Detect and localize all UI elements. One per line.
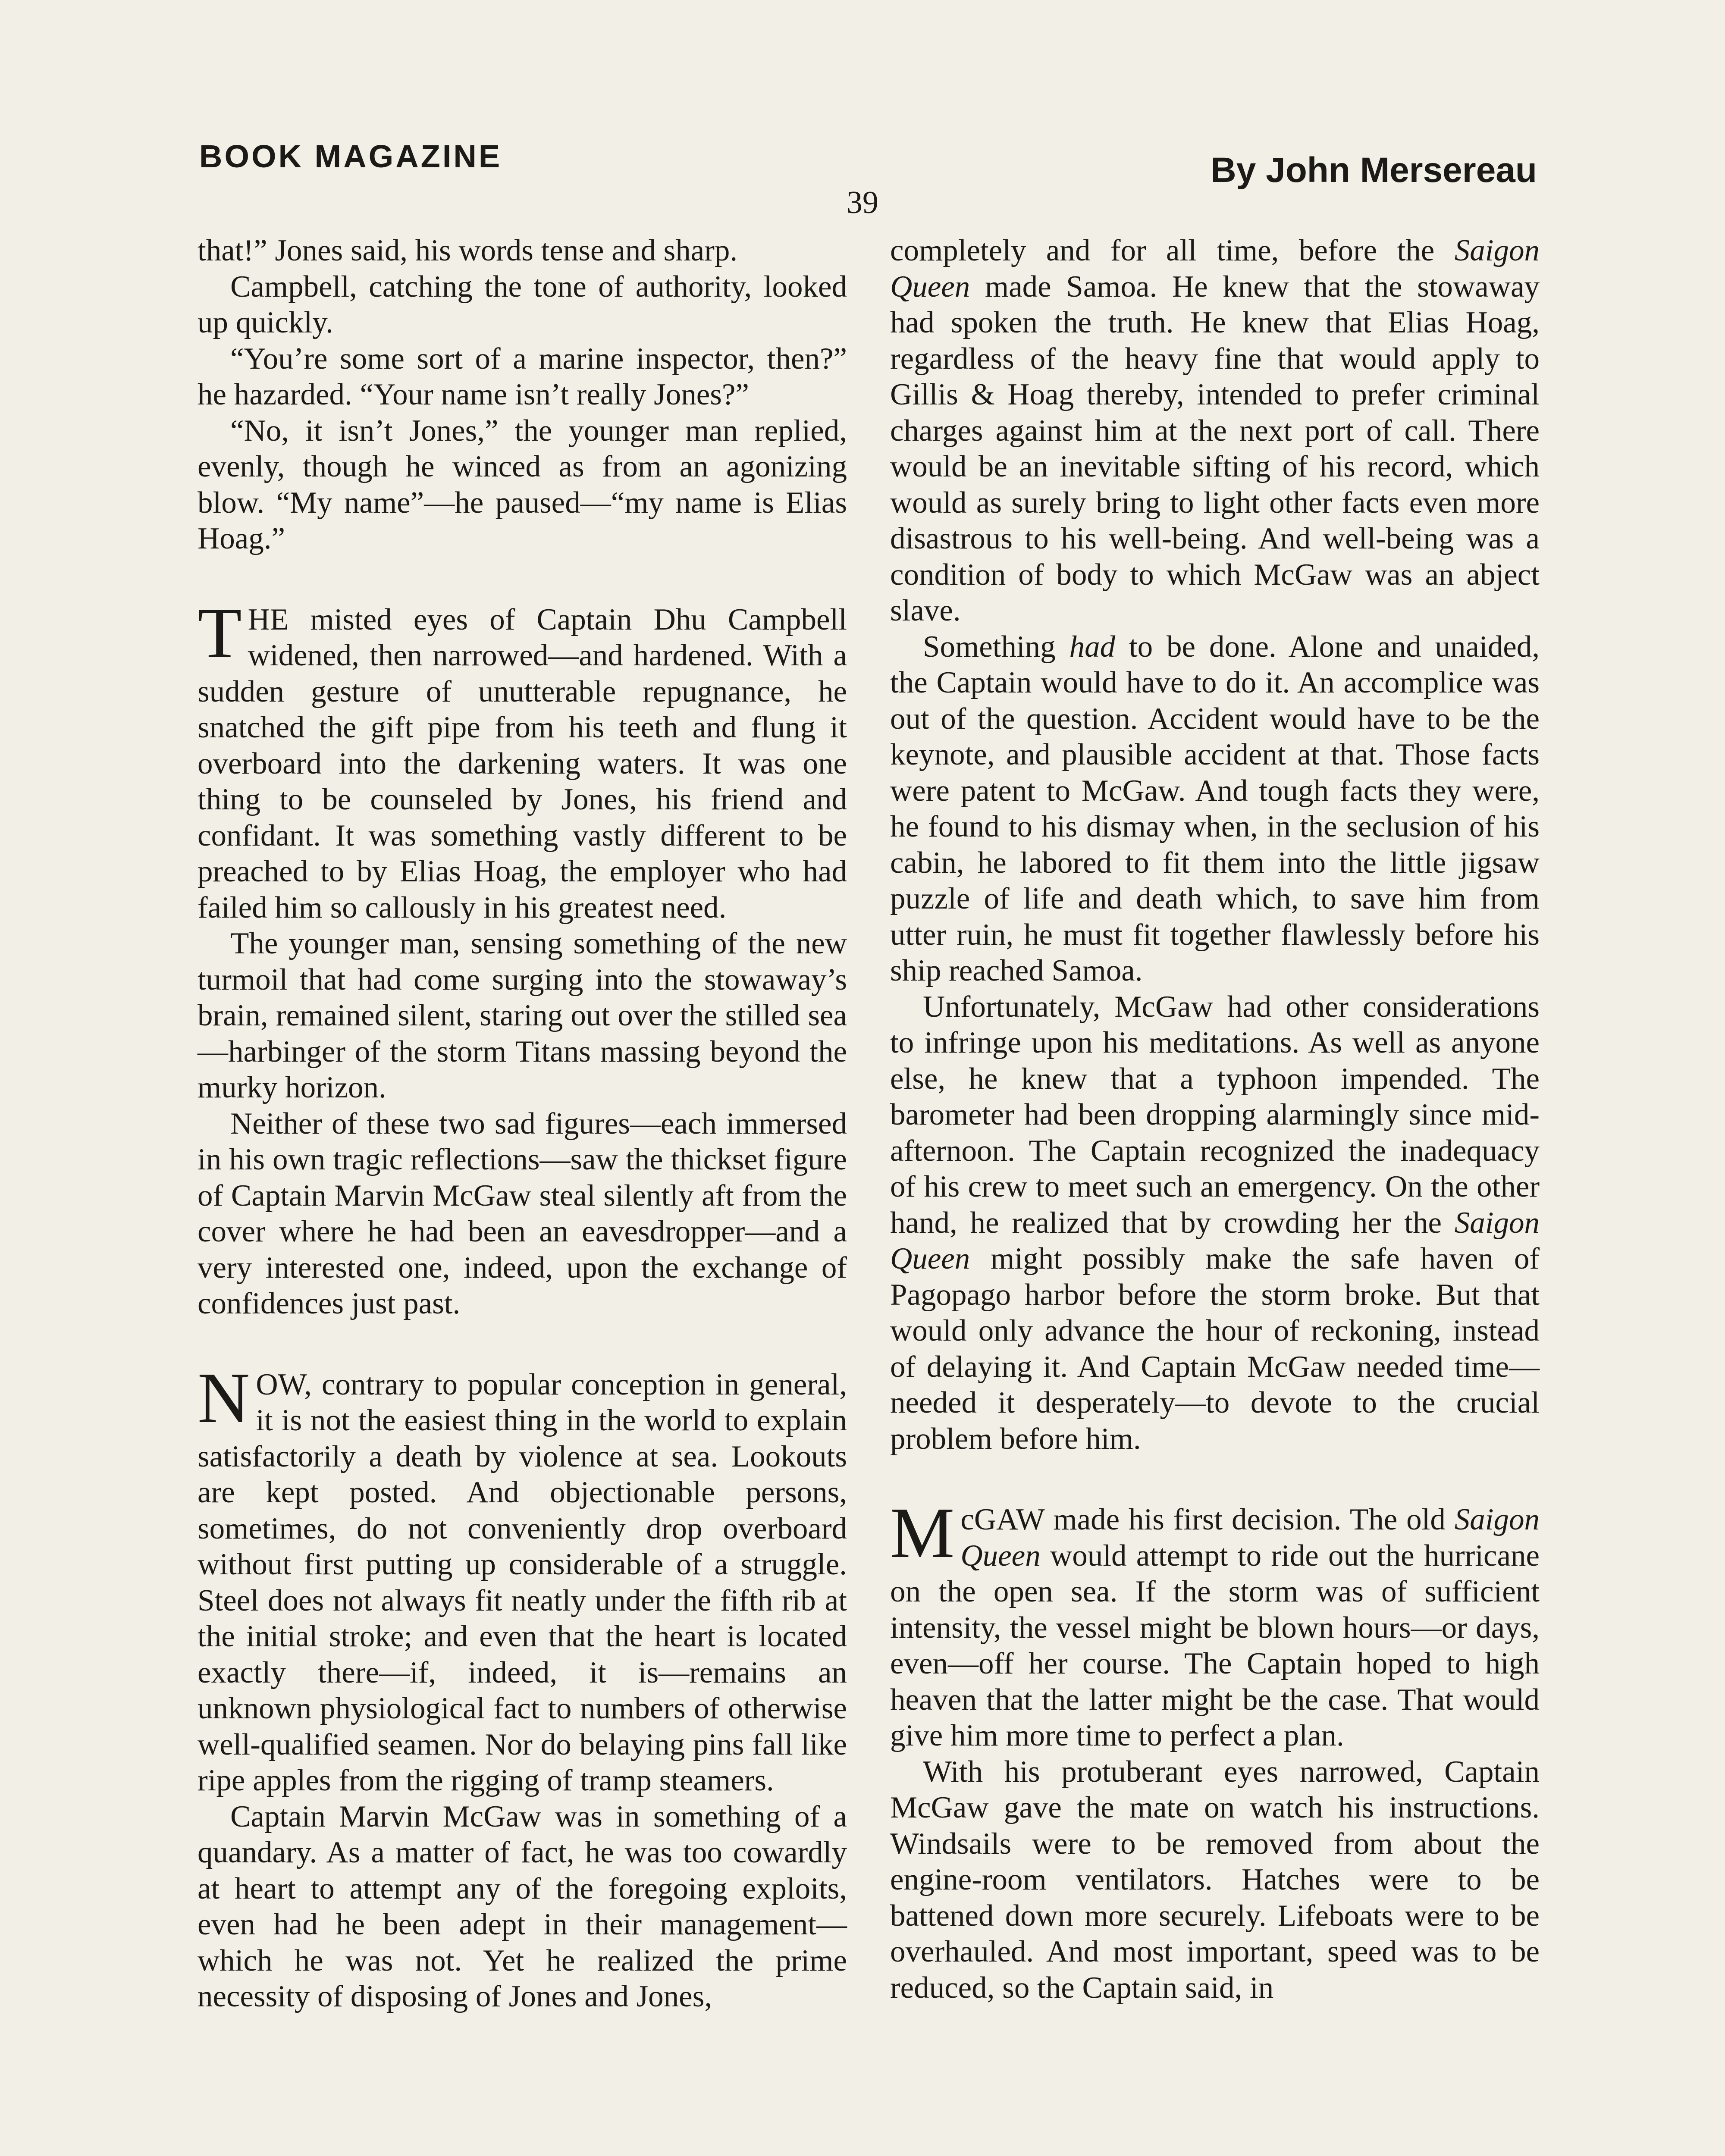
text-run: made Samoa. He knew that the stowaway had spoken the truth. He knew that Elias Hoag, regardless of the heavy fine that would apply to Gillis & Hoag thereby, intended to prefer criminal charges against him at the next port of call. There would be an inevitable sifting of his record, which would as surely bring to light other facts even more disastrous to his well-being. And well-being was a condition of body to which McGaw was an abject slave. [890,270,1540,627]
right-column [890,233,1540,2006]
running-head-byline: By John Mersereau [1211,150,1537,190]
paragraph [890,629,1540,989]
section-paragraph [198,1357,847,1799]
text-run: would attempt to ride out the hurricane on the open sea. If the storm was of sufficient intensity, the vessel might be blown hours—or days, even—off her course. The Captain hoped to high heaven that the latter might be the case. That would give him more time to perfect a plan. [890,1539,1540,1752]
ship-name: Saigon Queen [960,1503,1540,1573]
paragraph: With his protuberant eyes narrowed, Captain McGaw gave the mate on watch his instructions. Windsails were to be removed from about the engine-room ventilators. Hatches were to be battened down more securely. Lifeboats were to be overhauled. And most important, speed was to be reduced, so the Captain said, in [890,1755,1540,2005]
paragraph [890,989,1540,1457]
paragraph: Campbell, catching the tone of authority, looked up quickly. [198,270,847,339]
page-number: 39 [847,185,878,220]
running-head-magazine: BOOK MAGAZINE [199,138,502,174]
text-run: Something [923,630,1070,664]
text-run: to be done. Alone and unaided, the Captain would have to do it. An accomplice was out of the question. Accident would have to be the keynote, and plausible accident at that. Those facts were patent to McGaw. And tough facts they were, he found to his dismay when, in the seclusion of his cabin, he labored to fit them into the little jigsaw puzzle of life and death which, to save him from utter ruin, he must fit together flawlessly before his ship reached Samoa. [890,630,1540,987]
paragraph: that!” Jones said, his words tense and sharp. [198,234,738,267]
left-column [198,233,847,2015]
drop-cap: N [198,1357,250,1438]
section-paragraph [198,592,847,926]
text-run: might possibly make the safe haven of Pagopago harbor before the storm broke. But that would only advance the hour of reckoning, instead of delaying it. And Captain McGaw needed time—needed it desperately—to devote to the crucial problem before him. [890,1242,1540,1456]
text-run: completely and for all time, before the [890,234,1455,267]
emphasis: had [1069,630,1116,664]
section-paragraph [890,1493,1540,1754]
drop-cap: M [890,1493,955,1573]
paragraph [890,233,1540,629]
ship-name: Saigon Queen [890,234,1540,304]
paragraph-text: OW, contrary to popular conception in general, it is not the easiest thing in the world to explain satisfactorily a death by violence at sea. Lookouts are kept posted. And objectionable persons, sometimes, do not conveniently drop overboard without first putting up considerable of a struggle. Steel does not always fit neatly under the fifth rib at the initial stroke; and even that the heart is located exactly there—if, indeed, it is—remains an unknown physiological fact to numbers of otherwise well-qualified seamen. Nor do belaying pins fall like ripe apples from the rigging of tramp steamers. [198,1367,847,1797]
paragraph: “No, it isn’t Jones,” the younger man replied, evenly, though he winced as from an agonizing blow. “My name”—he paused—“my name is Elias Hoag.” [198,414,847,555]
paragraph: Captain Marvin McGaw was in something of a quandary. As a matter of fact, he was too cowardly at heart to attempt any of the foregoing exploits, even had he been adept in their management—which he was not. Yet he realized the prime necessity of disposing of Jones and Jones, [198,1799,847,2013]
paragraph: “You’re some sort of a marine inspector, then?” he hazarded. “Your name isn’t really Jones?” [198,342,847,411]
text-run: Unfortunately, McGaw had other considerations to infringe upon his meditations. As well as anyone else, he knew that a typhoon impended. The barometer had been dropping alarmingly since mid-afternoon. The Captain recognized the inadequacy of his crew to meet such an emergency. On the other hand, he realized that by crowding her the [890,990,1540,1240]
drop-cap: T [198,592,242,673]
paragraph: The younger man, sensing something of the new turmoil that had come surging into the stowaway’s brain, remained silent, staring out over the stilled sea—harbinger of the storm Titans massing beyond the murky horizon. [198,927,847,1104]
ship-name: Saigon Queen [890,1206,1540,1275]
paragraph-text: HE misted eyes of Captain Dhu Campbell widened, then narrowed—and hardened. With a sudden gesture of unutterable repugnance, he snatched the gift pipe from his teeth and flung it overboard into the darkening waters. It was one thing to be counseled by Jones, his friend and confidant. It was something vastly different to be preached to by Elias Hoag, the employer who had failed him so callously in his greatest need. [198,602,847,924]
text-run: cGAW made his first decision. The old [960,1503,1455,1536]
paragraph: Neither of these two sad figures—each immersed in his own tragic reflections—saw the thickset figure of Captain Marvin McGaw steal silently aft from the cover where he had been an eavesdropper—and a very interested one, indeed, upon the exchange of confidences just past. [198,1106,847,1320]
